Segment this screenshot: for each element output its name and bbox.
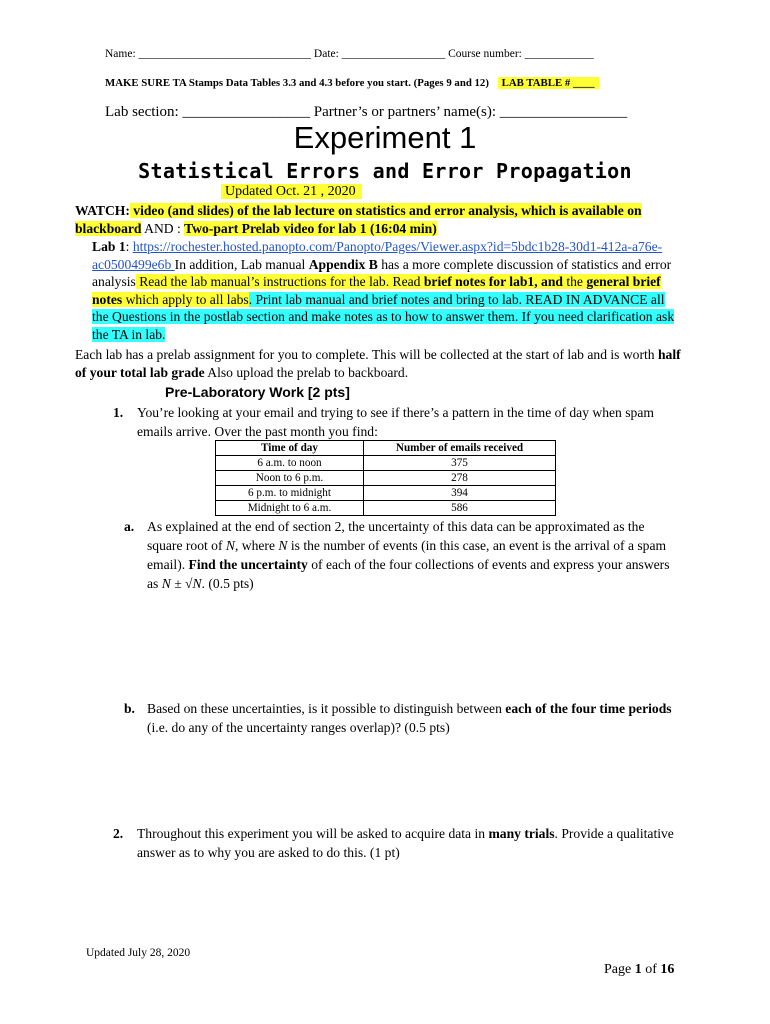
question-2 — [113, 824, 682, 862]
table-row — [216, 456, 556, 471]
table-header-row — [216, 441, 556, 456]
question-a-text: . (0.5 pts) — [201, 576, 254, 591]
prelab-note — [75, 346, 687, 381]
question-b-bold: each of the four time periods — [505, 701, 672, 716]
table-cell: Midnight to 6 a.m. — [216, 501, 364, 516]
lab1-colon: : — [125, 239, 133, 254]
table-row — [216, 471, 556, 486]
question-2-text: Throughout this experiment you will be asked to acquire data in — [137, 826, 489, 841]
table-row — [216, 486, 556, 501]
question-1 — [113, 403, 682, 441]
table-cell: 375 — [364, 456, 556, 471]
lab-section-label: Lab section: — [105, 104, 179, 120]
partner-blank[interactable]: _________________ — [499, 104, 628, 120]
question-a-text: of each of the four collections of events and express your answers as — [147, 557, 670, 591]
lab-table-field[interactable]: LAB TABLE # ____ — [498, 77, 599, 89]
and-text: AND : — [141, 220, 185, 236]
table-cell: 6 p.m. to midnight — [216, 486, 364, 501]
variable-n: N — [225, 538, 235, 553]
lab1-highlight-cyan: how to answer them. If you need clarification ask the TA in lab. — [92, 309, 675, 342]
appendix-b: Appendix B — [308, 256, 378, 272]
emails-table — [215, 440, 556, 516]
prelab-video-link[interactable]: Two-part Prelab video for lab 1 (16:04 min) — [184, 220, 437, 236]
lab1-highlight-cyan: . Print lab manual and brief notes and bring to lab. READ IN ADVANCE all the Questions in the postlab section and make notes as to — [92, 291, 665, 325]
lab1-highlight: the — [562, 274, 587, 290]
page-title: Experiment 1 — [293, 120, 477, 155]
lab1-label: Lab 1 — [92, 239, 126, 254]
lab1-highlight: which apply to all labs — [122, 291, 249, 307]
question-a-text: , where — [234, 538, 279, 553]
lab1-text: In addition, Lab manual — [174, 256, 309, 272]
question-a-text: As explained at the end of section 2, the uncertainty of this data can be approximated as the square root of — [147, 519, 645, 553]
watch-label: WATCH: — [75, 203, 130, 218]
question-2-text: . Provide a qualitative answer as to why you are asked to do this. (1 pt) — [137, 826, 674, 860]
page-total: 16 — [660, 962, 675, 977]
table-cell: 586 — [364, 501, 556, 516]
variable-n: N — [278, 538, 288, 553]
blackboard-note: , which is available on blackboard — [75, 203, 642, 236]
page-of: of — [641, 962, 661, 977]
table-cell: 278 — [364, 471, 556, 486]
table-cell: Noon to 6 p.m. — [216, 471, 364, 486]
question-b — [124, 699, 682, 737]
brief-notes: brief notes for lab1, and — [423, 274, 563, 290]
make-sure-text: MAKE SURE TA Stamps Data Tables 3.3 and 4.3 before you start. (Pages 9 and 12) — [105, 77, 489, 89]
question-1-number: 1. — [113, 405, 124, 420]
stamp-instruction — [105, 77, 599, 89]
table-cell: 394 — [364, 486, 556, 501]
question-2-number: 2. — [113, 826, 124, 841]
header-line — [105, 48, 594, 60]
question-a-number: a. — [124, 519, 135, 534]
lab-section-line — [105, 104, 627, 121]
question-a-text: is the number of events (in this case, an event is the arrival of a spam email). — [147, 538, 667, 572]
prelab-note-text: Each lab has a prelab assignment for you to complete. This will be collected at the start of lab and is worth — [75, 347, 658, 362]
date-blank[interactable]: __________________ — [341, 48, 446, 60]
question-b-number: b. — [124, 701, 135, 716]
question-1-text: You’re looking at your email and trying to see if there’s a pattern in the time of day when spam emails arrive. Over the past month you find: — [137, 405, 654, 439]
course-blank[interactable]: ____________ — [524, 48, 594, 60]
section-heading: Pre-Laboratory Work [2 pts] — [165, 384, 350, 400]
table-row — [216, 501, 556, 516]
page-subtitle: Statistical Errors and Error Propagation — [138, 159, 632, 183]
partner-label: Partner’s or partners’ name(s): — [313, 104, 497, 120]
table-cell: 6 a.m. to noon — [216, 456, 364, 471]
lab1-highlight: Read the lab manual’s instructions for the lab. Read — [135, 274, 424, 290]
date-label: Date: — [313, 48, 339, 60]
updated-text: Updated Oct. 21 , 2020 — [221, 184, 362, 199]
page-current: 1 — [634, 962, 642, 977]
lab1-paragraph — [92, 238, 682, 344]
watch-paragraph — [75, 202, 695, 237]
table-header: Time of day — [216, 441, 364, 456]
formula: N ± √N — [161, 576, 202, 591]
question-b-text: Based on these uncertainties, is it possible to distinguish between — [147, 701, 506, 716]
name-label: Name: — [105, 48, 136, 60]
page-label: Page — [604, 962, 635, 977]
question-b-text: (i.e. do any of the uncertainty ranges overlap)? (0.5 pts) — [147, 720, 450, 735]
panopto-link[interactable]: https://rochester.hosted.panopto.com/Panopto/Pages/Viewer.aspx?id=5bdc1b28-30d1-412a-a76e-ac0500499e6b — [92, 239, 663, 272]
lab-section-blank[interactable]: _________________ — [182, 104, 310, 120]
lab1-text: has a more complete discussion of statistics and error analysis — [92, 256, 672, 290]
course-label: Course number: — [448, 48, 522, 60]
question-a — [124, 517, 682, 593]
name-blank[interactable]: ______________________________ — [138, 48, 312, 60]
general-brief-notes: general brief notes — [92, 274, 661, 307]
prelab-note-text: Also upload the prelab to backboard. — [204, 364, 409, 380]
updated-date — [221, 184, 362, 200]
page-number — [604, 962, 674, 978]
question-2-bold: many trials — [488, 826, 555, 841]
question-a-bold: Find the uncertainty — [188, 557, 308, 572]
lecture-video-link[interactable]: video (and slides) of the lab lecture on statistics and error analysis — [129, 203, 515, 218]
table-header: Number of emails received — [364, 441, 556, 456]
prelab-note-bold: half of your total lab grade — [75, 347, 681, 380]
footer-updated: Updated July 28, 2020 — [86, 947, 191, 959]
